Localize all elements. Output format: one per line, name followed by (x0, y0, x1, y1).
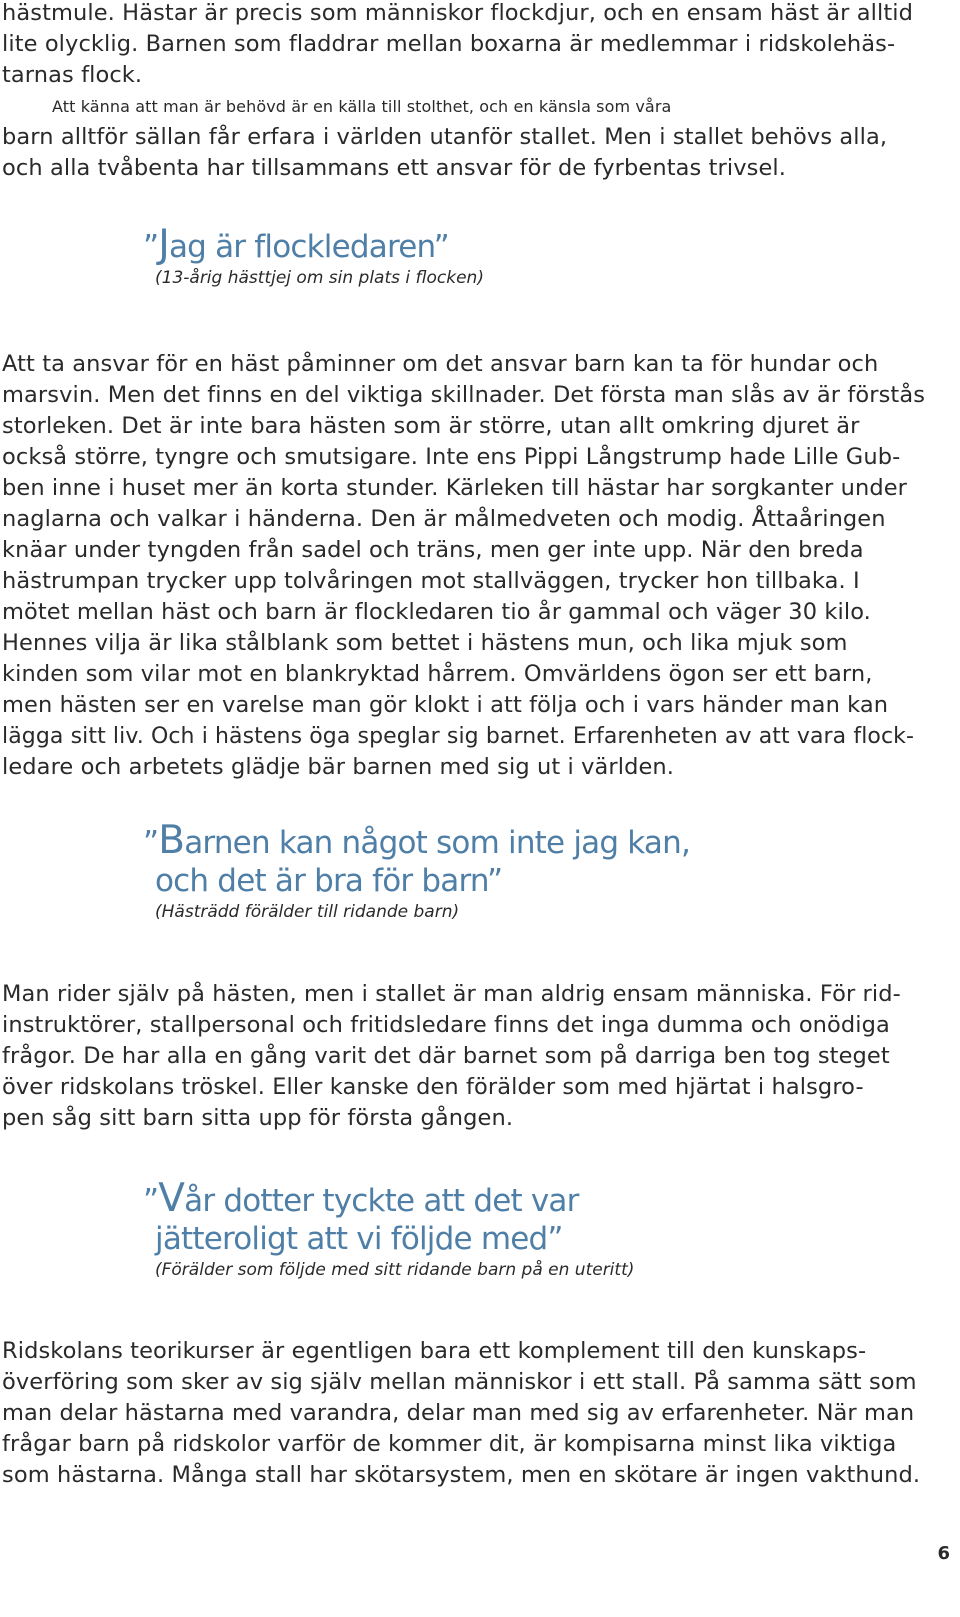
text-line: lite olycklig. Barnen som fladdrar mellan boxarna är medlemmar i ridskolehäs- (2, 31, 896, 57)
text-line: också större, tyngre och smutsigare. Inte ens Pippi Långstrump hade Lille Gub- (2, 444, 901, 470)
quote-source: (Förälder som följde med sitt ridande barn på en uteritt) (155, 1260, 635, 1280)
quote-initial-letter: J (158, 222, 169, 267)
text-line: överföring som sker av sig själv mellan människor i ett stall. På samma sätt som (2, 1369, 917, 1395)
text-line: frågor. De har alla en gång varit det där barnet som på darriga ben tog steget (2, 1043, 890, 1069)
body-paragraph-3 (2, 979, 932, 1134)
text-line: Hennes vilja är lika stålblank som bettet i hästens mun, och lika mjuk som (2, 630, 848, 656)
pull-quote-2 (143, 818, 691, 922)
quote-source: (13-årig hästtjej om sin plats i flocken) (155, 268, 484, 288)
text-line: Man rider själv på hästen, men i stallet är man aldrig ensam människa. För rid- (2, 981, 901, 1007)
page-number: 6 (937, 1543, 950, 1564)
text-line: Att känna att man är behövd är en källa till stolthet, och en känsla som våra (52, 97, 672, 116)
text-line: storleken. Det är inte bara hästen som är större, utan allt omkring djuret är (2, 413, 860, 439)
text-line: instruktörer, stallpersonal och fritidsledare finns det inga dumma och onödiga (2, 1012, 890, 1038)
quote-title (143, 1176, 634, 1258)
text-line: knäar under tyngden från sadel och träns, men ger inte upp. När den breda (2, 537, 864, 563)
quote-title (143, 222, 484, 267)
quote-title-line-2: och det är bra för barn” (155, 863, 503, 899)
text-line: Att ta ansvar för en häst påminner om det ansvar barn kan ta för hundar och (2, 351, 879, 377)
text-line: tarnas flock. (2, 62, 143, 88)
body-paragraph-4 (2, 1336, 932, 1491)
text-line: hästmule. Hästar är precis som människor flockdjur, och en ensam häst är alltid (2, 0, 913, 26)
intro-paragraph (2, 0, 932, 184)
quote-title (143, 818, 691, 900)
quote-initial-letter: B (158, 818, 185, 863)
quote-title-line-1: ”Barnen kan något som inte jag kan, (143, 818, 691, 863)
text-line: men hästen ser en varelse man gör klokt i att följa och i vars händer man kan (2, 692, 889, 718)
text-line: naglarna och valkar i händerna. Den är målmedveten och modig. Åttaåringen (2, 506, 886, 532)
text-line: hästrumpan trycker upp tolvåringen mot stallväggen, trycker hon tillbaka. I (2, 568, 860, 594)
text-line: pen såg sitt barn sitta upp för första gången. (2, 1105, 514, 1131)
text-line: lägga sitt liv. Och i hästens öga speglar sig barnet. Erfarenheten av att vara flock- (2, 724, 915, 749)
quote-title-text: ”Jag är flockledaren” (143, 222, 449, 267)
text-line: som hästarna. Många stall har skötarsystem, men en skötare är ingen vakthund. (2, 1462, 921, 1488)
body-paragraph-2 (2, 349, 932, 783)
text-line: över ridskolans tröskel. Eller kanske den förälder som med hjärtat i halsgro- (2, 1074, 864, 1100)
text-line: ledare och arbetets glädje bär barnen med sig ut i världen. (2, 754, 675, 780)
text-line: ben inne i huset mer än korta stunder. Kärleken till hästar har sorgkanter under (2, 475, 908, 501)
quote-source: (Hästrädd förälder till ridande barn) (155, 902, 460, 922)
text-line: frågar barn på ridskolor varför de kommer dit, är kompisarna minst lika viktiga (2, 1431, 897, 1457)
quote-title-line-2: jätteroligt att vi följde med” (155, 1221, 563, 1257)
text-line: man delar hästarna med varandra, delar man med sig av erfarenheter. När man (2, 1400, 915, 1426)
quote-title-line-1: ”Vår dotter tyckte att det var (143, 1176, 579, 1221)
text-line: barn alltför sällan får erfara i världen utanför stallet. Men i stallet behövs alla, (2, 124, 888, 150)
text-line: mötet mellan häst och barn är flockledaren tio år gammal och väger 30 kilo. (2, 599, 871, 625)
pull-quote-3 (143, 1176, 635, 1280)
text-line: och alla tvåbenta har tillsammans ett ansvar för de fyrbentas trivsel. (2, 155, 786, 181)
text-line: Ridskolans teorikurser är egentligen bara ett komplement till den kunskaps- (2, 1338, 867, 1364)
pull-quote-1 (143, 222, 484, 288)
text-line: kinden som vilar mot en blankryktad hårrem. Omvärldens ögon ser ett barn, (2, 661, 873, 687)
text-line: marsvin. Men det finns en del viktiga skillnader. Det första man slås av är förstås (2, 382, 926, 408)
quote-initial-letter: V (158, 1176, 185, 1221)
